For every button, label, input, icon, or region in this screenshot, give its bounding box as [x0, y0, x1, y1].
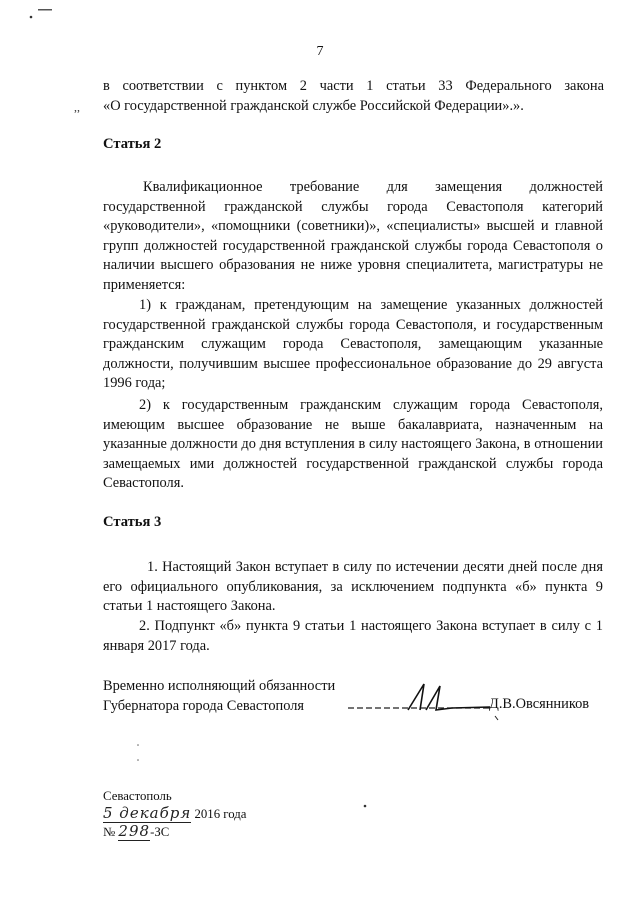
intro-line-2: «О государственной гражданской службе Российской Федерации».».: [103, 98, 524, 114]
intro-word: 33: [438, 78, 453, 94]
intro-word: в: [103, 78, 110, 94]
article-2-heading: Статья 2: [103, 136, 162, 152]
intro-word: 1: [366, 78, 374, 94]
article-3-item-1: 1. Настоящий Закон вступает в силу по истечении десяти дней после дня его официального опубликования, за исключением подпункта «б» пункта 9 статьи 1 настоящего Закона.: [103, 559, 603, 614]
article-2-item-1: 1) к гражданам, претендующим на замещение указанных должностей государственной гражданской службы города Севастополя, и государственным гражданским служащим города Севастополя, замещающим указанные должности, получившим высшее профессиональное образование до 29 августа 1996 года;: [103, 297, 603, 391]
city-label: Севастополь: [103, 789, 172, 803]
margin-mark: ,,: [74, 100, 80, 114]
signatory-title-line-2: Губернатора города Севастополя: [103, 698, 305, 714]
page-number: 7: [316, 44, 324, 59]
number-prefix: №: [103, 825, 116, 839]
signatory-name: Д.В.Овсянников: [489, 696, 590, 712]
signatory-title-line-1: Временно исполняющий обязанности: [103, 678, 336, 694]
date-suffix: 2016 года: [194, 807, 247, 821]
intro-word: Федерального: [465, 78, 552, 94]
article-2-item-2: 2) к государственным гражданским служащим города Севастополя, имеющим высшее образование не выше бакалавриата, назначенным на указанные должности до дня вступления в силу настоящего Закона, в отношении замещаемых ими должностей государственной гражданской службы города Севастополя.: [103, 397, 603, 491]
article-3-heading: Статья 3: [103, 514, 162, 530]
number-suffix: -ЗС: [150, 825, 170, 839]
handwritten-number: 298: [118, 822, 151, 840]
intro-word: соответствии: [122, 78, 204, 94]
article-2-lead: Квалификационное требование для замещения должностей государственной гражданской службы города Севастополя категорий «руководители», «помощники (советники)», «специалисты» высшей и главной групп должностей государственной гражданской службы города Севастополя о наличии высшего образования не ниже уровня специалитета, магистратуры не применяется:: [103, 179, 603, 293]
intro-word: 2: [299, 78, 307, 94]
intro-word: части: [319, 78, 354, 94]
article-3-item-2: 2. Подпункт «б» пункта 9 статьи 1 настоящего Закона вступает в силу с 1 января 2017 года.: [103, 618, 603, 654]
intro-word: с: [216, 78, 223, 94]
intro-word: статьи: [386, 78, 426, 94]
intro-word: пунктом: [235, 78, 288, 94]
intro-word: закона: [564, 78, 604, 94]
handwritten-date: 5 декабря: [103, 804, 192, 822]
